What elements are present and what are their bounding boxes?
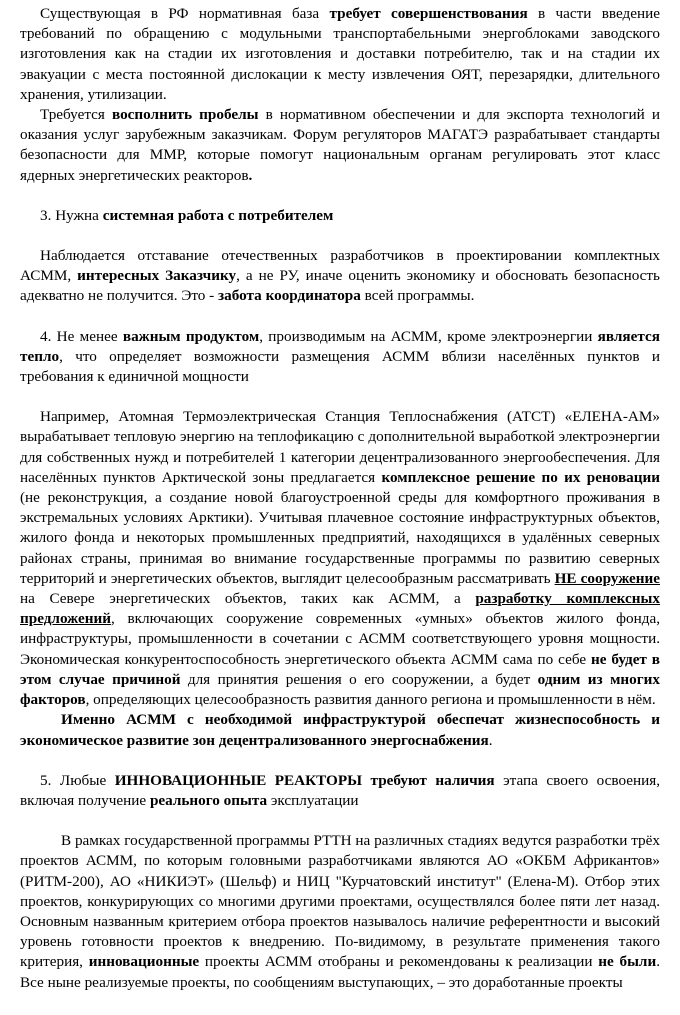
- bold-phrase: реального опыта: [149, 791, 268, 809]
- bold-phrase: требуют наличия: [370, 771, 495, 789]
- bold-underlined-phrase: разработку комплексных предложений: [20, 590, 660, 628]
- paragraph-regulatory-base: Существующая в РФ нормативная база требует совершенствования в части введение требований по обращению с модульными транспортабельными энергоблоками заводского изготовления как на стадии их изготовления и доставки потребителю, так и на стадии их эвакуации с места постоянной дислокации к месту извлечения ОЯТ, перезарядки, длительного хранения, утилизации.: [20, 5, 660, 103]
- paragraph-rttn-program: В рамках государственной программы РТТН на различных стадиях ведутся разработки трёх проектов АСММ, по которым головными разработчиками являются АО «ОКБМ Африкантов» (РИТМ-200), АО «НИКИЭТ» (Шельф) и НИЦ "Курчатовский институт" (Елена-М). Отбор этих проектов, конкурирующих со многими другими проектами, осуществлялся более пяти лет назад. Основным названным критерием отбора проектов называлось наличие референтности и высокий уровень готовности проектов к внедрению. По-видимому, в результате применения такого критерия, инновационные проекты АСММ отобраны и рекомендованы к реализации не были. Все ныне реализуемые проекты, по сообщениям выступающих, – это доработанные проекты: [20, 832, 661, 991]
- heading-point-4: 4. Не менее важным продуктом, производимым на АСММ, кроме электроэнергии является тепло, что определяет возможности размещения АСММ вблизи населённых пунктов и требования к единичной мощности: [20, 327, 660, 386]
- bold-phrase: восполнить пробелы: [111, 106, 259, 124]
- bold-phrase: не будет в этом случае причиной: [20, 650, 660, 688]
- paragraph-conclusion: Именно АСММ с необходимой инфраструктурой обеспечат жизнеспособность и экономическое развитие зон децентрализованного энергоснабжения.: [20, 711, 660, 749]
- paragraph-fill-gaps: Требуется восполнить пробелы в нормативном обеспечении и для экспорта технологий и оказания услуг зарубежным заказчикам. Форум регуляторов МАГАТЭ разрабатывает стандарты безопасности для ММР, которые помогут национальным органам регулировать этот класс ядерных энергетических реакторов.: [20, 106, 660, 184]
- heading-point-3: 3. Нужна системная работа с потребителем: [40, 206, 334, 224]
- paragraph-atst-example: Например, Атомная Термоэлектрическая Станция Теплоснабжения (АТСТ) «ЕЛЕНА-АМ» вырабатывает тепловую энергию на теплофикацию с дополнительной выработкой электроэнергии для собственных нужд и потребителей 1 категории децентрализованного энергообеспечения. Для населённых пунктов Арктической зоны предлагается комплексное решение по их реновации (не реконструкция, а создание новой благоустроенной среды для комфортного проживания в экстремальных условиях Арктики). Учитывая плачевное состояние инфраструктурных объектов, жилого фонда и некоторых промышленных предприятий, находящихся в удалённых северных районах страны, принимая во внимание государственные программы по развитию северных территорий и энергетических объектов, выглядит целесообразным рассматривать НЕ сооружение на Севере энергетических объектов, таких как АСММ, а разработку комплексных предложений, включающих сооружение современных «умных» объектов жилого фонда, инфраструктуры, промышленности в сочетании с АСММ соответствующего уровня мощности. Экономическая конкурентоспособность энергетического объекта АСММ сама по себе не будет в этом случае причиной для принятия решения о его сооружении, а будет одним из многих факторов, определяющих целесообразность развития данного региона и промышленности в нём.: [20, 408, 661, 709]
- bold-underlined-phrase: НЕ сооружение: [554, 569, 660, 587]
- bold-phrase: является тепло: [20, 327, 660, 365]
- bold-phrase: инновационные: [88, 953, 200, 971]
- bold-phrase: забота координатора: [218, 287, 361, 305]
- heading-point-5: 5. Любые ИННОВАЦИОННЫЕ РЕАКТОРЫ требуют наличия этапа своего освоения, включая получение реального опыта эксплуатации: [20, 771, 660, 809]
- bold-phrase: одним из многих факторов: [20, 670, 660, 709]
- bold-phrase: требует совершенствования: [329, 5, 528, 22]
- bold-phrase: важным продуктом: [122, 327, 260, 345]
- bold-phrase: системная работа с потребителем: [102, 206, 334, 224]
- bold-phrase: не были: [598, 953, 657, 971]
- bold-phrase: комплексное решение по их реновации: [381, 468, 661, 486]
- bold-phrase: ИННОВАЦИОННЫЕ РЕАКТОРЫ: [114, 771, 363, 789]
- paragraph-customer-work: Наблюдается отставание отечественных разработчиков в проектировании комплектных АСММ, интересных Заказчику, а не РУ, иначе оценить экономику и обосновать безопасность адекватно не получится. Это - забота координатора всей программы.: [20, 247, 660, 305]
- bold-phrase: Именно АСММ с необходимой инфраструктурой обеспечат жизнеспособность и экономическое развитие зон децентрализованного энергоснабжения: [20, 711, 660, 749]
- bold-phrase: интересных Заказчику: [77, 267, 237, 285]
